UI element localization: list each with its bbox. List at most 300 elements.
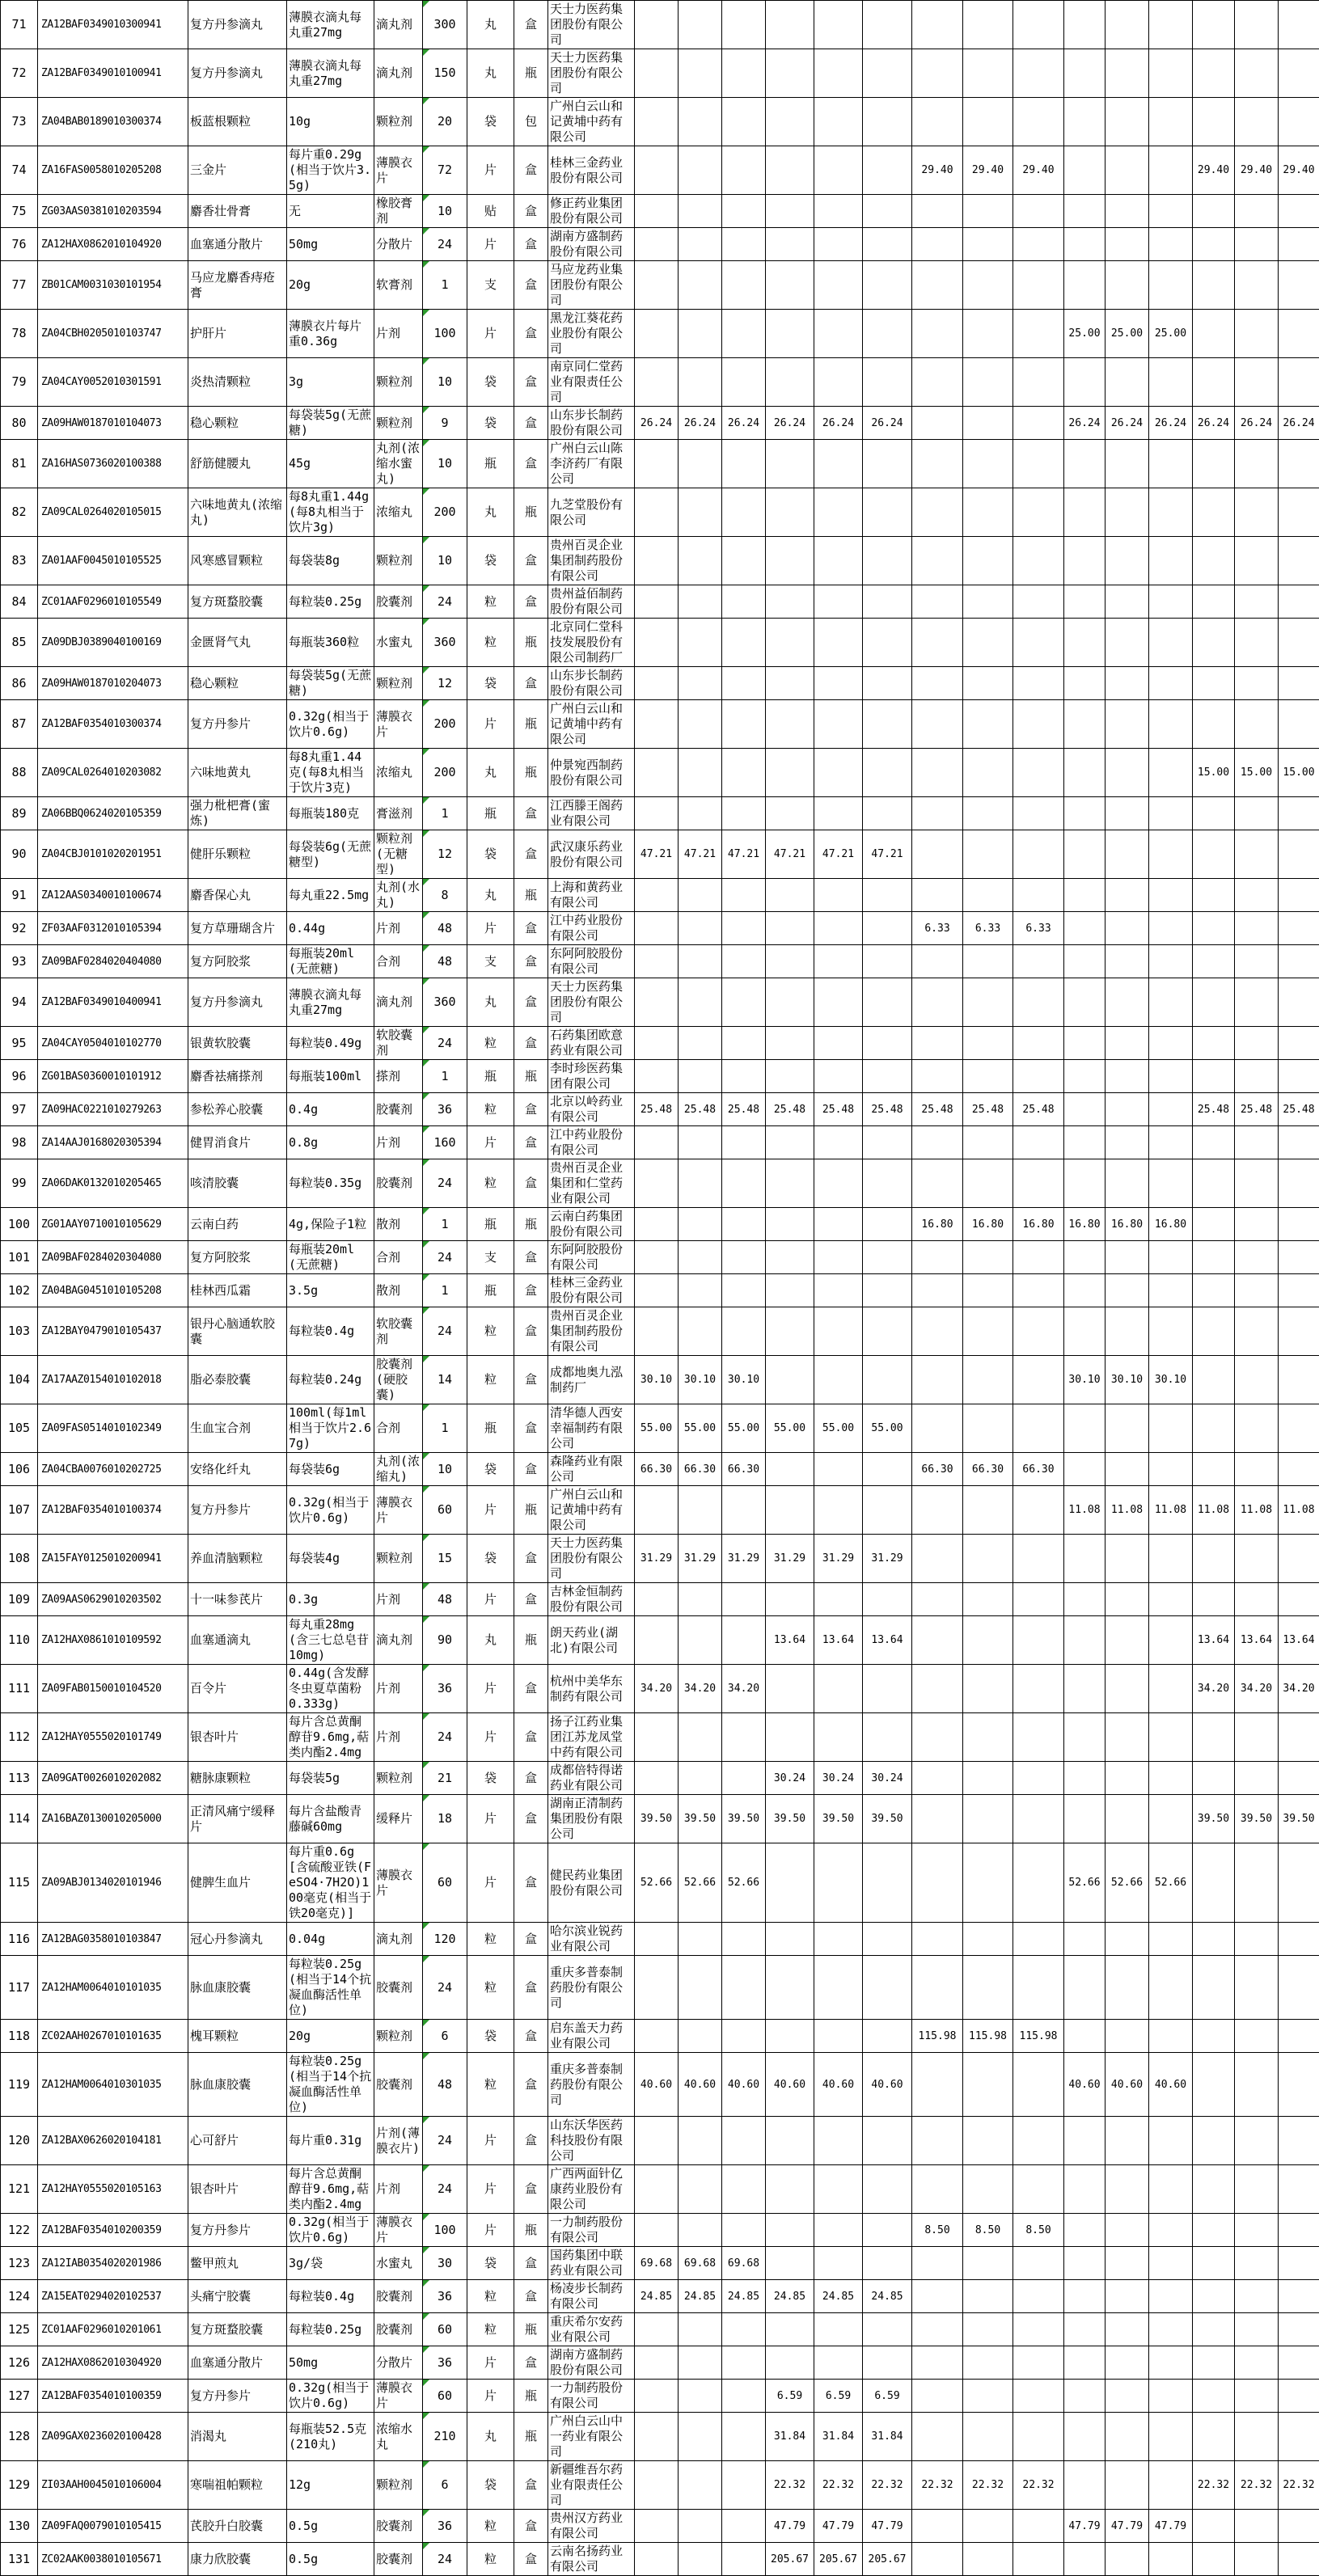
cell-price-4[interactable] — [766, 2165, 814, 2214]
cell-dosage-form[interactable]: 胶囊剂 — [374, 585, 423, 619]
cell-price-5[interactable] — [814, 1356, 863, 1404]
cell-unit[interactable]: 丸 — [467, 879, 514, 912]
cell-price-13[interactable] — [1193, 2020, 1235, 2053]
cell-price-13[interactable]: 34.20 — [1193, 1665, 1235, 1713]
cell-price-9[interactable] — [1013, 1762, 1064, 1795]
cell-unit[interactable]: 袋 — [467, 667, 514, 700]
cell-price-7[interactable] — [912, 488, 963, 537]
cell-row-no[interactable]: 112 — [1, 1713, 38, 1762]
cell-price-13[interactable]: 13.64 — [1193, 1616, 1235, 1665]
cell-product-name[interactable]: 血塞通分散片 — [188, 2346, 287, 2380]
cell-product-name[interactable]: 强力枇杷膏(蜜炼) — [188, 797, 287, 830]
cell-quantity[interactable]: 8 — [423, 879, 467, 912]
cell-row-no[interactable]: 86 — [1, 667, 38, 700]
cell-price-8[interactable] — [963, 1843, 1013, 1923]
cell-dosage-form[interactable]: 胶囊剂 — [374, 1956, 423, 2020]
cell-price-5[interactable] — [814, 1208, 863, 1241]
cell-price-14[interactable] — [1235, 945, 1279, 978]
cell-price-1[interactable] — [635, 228, 679, 261]
cell-price-5[interactable] — [814, 749, 863, 797]
cell-price-15[interactable] — [1279, 2543, 1319, 2576]
cell-package[interactable]: 盒 — [514, 537, 548, 585]
cell-price-9[interactable] — [1013, 1159, 1064, 1208]
cell-spec[interactable]: 0.3g — [287, 1583, 374, 1616]
cell-price-15[interactable] — [1279, 945, 1319, 978]
cell-price-9[interactable] — [1013, 1665, 1064, 1713]
cell-manufacturer[interactable]: 桂林三金药业股份有限公司 — [548, 1274, 635, 1307]
cell-product-name[interactable]: 消渴丸 — [188, 2413, 287, 2461]
cell-price-7[interactable] — [912, 537, 963, 585]
cell-price-10[interactable] — [1064, 2165, 1106, 2214]
cell-package[interactable]: 瓶 — [514, 1208, 548, 1241]
cell-row-no[interactable]: 101 — [1, 1241, 38, 1274]
cell-dosage-form[interactable]: 滴丸剂 — [374, 1, 423, 49]
cell-price-14[interactable] — [1235, 1126, 1279, 1159]
cell-price-8[interactable]: 29.40 — [963, 146, 1013, 195]
cell-price-9[interactable] — [1013, 978, 1064, 1027]
cell-price-12[interactable] — [1149, 1126, 1193, 1159]
cell-price-9[interactable] — [1013, 1274, 1064, 1307]
cell-price-9[interactable] — [1013, 1126, 1064, 1159]
cell-price-13[interactable] — [1193, 879, 1235, 912]
cell-unit[interactable]: 片 — [467, 228, 514, 261]
cell-price-6[interactable] — [863, 1274, 912, 1307]
cell-price-13[interactable] — [1193, 49, 1235, 98]
cell-price-10[interactable] — [1064, 261, 1106, 310]
cell-price-5[interactable]: 24.85 — [814, 2280, 863, 2313]
cell-price-14[interactable] — [1235, 912, 1279, 945]
cell-price-10[interactable] — [1064, 1126, 1106, 1159]
cell-price-2[interactable] — [679, 2380, 722, 2413]
cell-unit[interactable]: 袋 — [467, 537, 514, 585]
cell-price-8[interactable] — [963, 1126, 1013, 1159]
cell-price-10[interactable] — [1064, 2247, 1106, 2280]
cell-row-no[interactable]: 72 — [1, 49, 38, 98]
cell-unit[interactable]: 片 — [467, 310, 514, 358]
cell-price-6[interactable]: 39.50 — [863, 1795, 912, 1843]
cell-product-name[interactable]: 咳清胶囊 — [188, 1159, 287, 1208]
cell-row-no[interactable]: 81 — [1, 440, 38, 488]
cell-manufacturer[interactable]: 李时珍医药集团有限公司 — [548, 1060, 635, 1093]
cell-row-no[interactable]: 82 — [1, 488, 38, 537]
cell-price-5[interactable]: 6.59 — [814, 2380, 863, 2413]
cell-price-4[interactable]: 55.00 — [766, 1404, 814, 1453]
cell-package[interactable]: 盒 — [514, 2117, 548, 2165]
cell-price-9[interactable] — [1013, 2165, 1064, 2214]
cell-manufacturer[interactable]: 重庆多普泰制药股份有限公司 — [548, 1956, 635, 2020]
cell-price-1[interactable] — [635, 585, 679, 619]
cell-spec[interactable]: 0.32g(相当于饮片0.6g) — [287, 2380, 374, 2413]
cell-price-2[interactable] — [679, 585, 722, 619]
cell-spec[interactable]: 3g/袋 — [287, 2247, 374, 2280]
cell-price-3[interactable] — [722, 619, 766, 667]
cell-product-name[interactable]: 芪胶升白胶囊 — [188, 2510, 287, 2543]
cell-price-3[interactable] — [722, 1126, 766, 1159]
cell-price-5[interactable] — [814, 1713, 863, 1762]
cell-price-5[interactable] — [814, 310, 863, 358]
cell-price-9[interactable] — [1013, 2543, 1064, 2576]
cell-manufacturer[interactable]: 江中药业股份有限公司 — [548, 912, 635, 945]
cell-price-1[interactable]: 31.29 — [635, 1535, 679, 1583]
cell-price-1[interactable] — [635, 1274, 679, 1307]
cell-price-11[interactable] — [1106, 1583, 1149, 1616]
cell-spec[interactable]: 每粒装0.24g — [287, 1356, 374, 1404]
cell-price-14[interactable] — [1235, 2413, 1279, 2461]
cell-row-no[interactable]: 120 — [1, 2117, 38, 2165]
cell-price-12[interactable] — [1149, 2280, 1193, 2313]
cell-price-5[interactable] — [814, 261, 863, 310]
cell-price-15[interactable] — [1279, 1535, 1319, 1583]
cell-spec[interactable]: 3g — [287, 358, 374, 407]
cell-price-3[interactable] — [722, 1923, 766, 1956]
cell-package[interactable]: 瓶 — [514, 2380, 548, 2413]
cell-product-name[interactable]: 银黄软胶囊 — [188, 1027, 287, 1060]
cell-price-12[interactable] — [1149, 1616, 1193, 1665]
cell-price-7[interactable] — [912, 1535, 963, 1583]
cell-package[interactable]: 盒 — [514, 1404, 548, 1453]
cell-price-5[interactable]: 39.50 — [814, 1795, 863, 1843]
cell-quantity[interactable]: 48 — [423, 1583, 467, 1616]
cell-quantity[interactable]: 48 — [423, 912, 467, 945]
cell-price-15[interactable] — [1279, 49, 1319, 98]
cell-price-5[interactable]: 47.21 — [814, 830, 863, 879]
cell-price-13[interactable] — [1193, 195, 1235, 228]
cell-quantity[interactable]: 120 — [423, 1923, 467, 1956]
cell-row-no[interactable]: 89 — [1, 797, 38, 830]
cell-product-name[interactable]: 脉血康胶囊 — [188, 1956, 287, 2020]
cell-price-9[interactable] — [1013, 261, 1064, 310]
cell-row-no[interactable]: 87 — [1, 700, 38, 749]
cell-price-1[interactable] — [635, 195, 679, 228]
cell-price-4[interactable] — [766, 1956, 814, 2020]
cell-price-3[interactable] — [722, 1274, 766, 1307]
cell-spec[interactable]: 0.5g — [287, 2510, 374, 2543]
cell-price-11[interactable] — [1106, 1060, 1149, 1093]
cell-price-4[interactable] — [766, 98, 814, 146]
cell-price-8[interactable] — [963, 1616, 1013, 1665]
cell-price-7[interactable] — [912, 1159, 963, 1208]
cell-price-6[interactable] — [863, 1713, 912, 1762]
cell-product-name[interactable]: 复方丹参滴丸 — [188, 49, 287, 98]
cell-price-11[interactable] — [1106, 2020, 1149, 2053]
cell-price-1[interactable] — [635, 1, 679, 49]
cell-price-13[interactable] — [1193, 2117, 1235, 2165]
cell-price-5[interactable]: 40.60 — [814, 2053, 863, 2117]
cell-product-name[interactable]: 健胃消食片 — [188, 1126, 287, 1159]
cell-price-12[interactable]: 40.60 — [1149, 2053, 1193, 2117]
cell-price-8[interactable] — [963, 749, 1013, 797]
cell-price-1[interactable] — [635, 1027, 679, 1060]
cell-price-3[interactable] — [722, 261, 766, 310]
cell-manufacturer[interactable]: 修正药业集团股份有限公司 — [548, 195, 635, 228]
cell-quantity[interactable]: 24 — [423, 1159, 467, 1208]
cell-price-3[interactable] — [722, 440, 766, 488]
cell-package[interactable]: 瓶 — [514, 749, 548, 797]
cell-quantity[interactable]: 24 — [423, 1027, 467, 1060]
cell-price-8[interactable] — [963, 830, 1013, 879]
cell-price-12[interactable] — [1149, 1713, 1193, 1762]
cell-price-3[interactable]: 39.50 — [722, 1795, 766, 1843]
cell-row-no[interactable]: 98 — [1, 1126, 38, 1159]
cell-price-1[interactable] — [635, 1762, 679, 1795]
cell-price-8[interactable] — [963, 1060, 1013, 1093]
cell-price-2[interactable] — [679, 1762, 722, 1795]
cell-product-name[interactable]: 寒喘祖帕颗粒 — [188, 2461, 287, 2510]
cell-dosage-form[interactable]: 软膏剂 — [374, 261, 423, 310]
cell-price-9[interactable] — [1013, 2117, 1064, 2165]
cell-price-9[interactable] — [1013, 1535, 1064, 1583]
cell-price-9[interactable] — [1013, 310, 1064, 358]
cell-price-2[interactable] — [679, 2461, 722, 2510]
cell-price-13[interactable] — [1193, 358, 1235, 407]
cell-price-1[interactable]: 26.24 — [635, 407, 679, 440]
cell-dosage-form[interactable]: 薄膜衣片 — [374, 2214, 423, 2247]
cell-quantity[interactable]: 10 — [423, 537, 467, 585]
cell-package[interactable]: 盒 — [514, 407, 548, 440]
cell-price-3[interactable]: 30.10 — [722, 1356, 766, 1404]
cell-spec[interactable]: 0.32g(相当于饮片0.6g) — [287, 2214, 374, 2247]
cell-unit[interactable]: 瓶 — [467, 1404, 514, 1453]
cell-price-12[interactable] — [1149, 537, 1193, 585]
cell-price-1[interactable]: 34.20 — [635, 1665, 679, 1713]
cell-price-13[interactable]: 29.40 — [1193, 146, 1235, 195]
cell-price-7[interactable] — [912, 195, 963, 228]
cell-price-4[interactable] — [766, 2117, 814, 2165]
cell-price-12[interactable] — [1149, 1, 1193, 49]
cell-price-9[interactable] — [1013, 195, 1064, 228]
cell-price-9[interactable] — [1013, 879, 1064, 912]
cell-price-5[interactable] — [814, 585, 863, 619]
cell-price-2[interactable]: 55.00 — [679, 1404, 722, 1453]
cell-price-13[interactable] — [1193, 98, 1235, 146]
cell-product-code[interactable]: ZG01BAS0360010101912 — [38, 1060, 188, 1093]
cell-price-9[interactable] — [1013, 1307, 1064, 1356]
cell-package[interactable]: 盒 — [514, 146, 548, 195]
cell-package[interactable]: 盒 — [514, 1956, 548, 2020]
cell-price-10[interactable] — [1064, 2380, 1106, 2413]
cell-product-name[interactable]: 复方丹参滴丸 — [188, 978, 287, 1027]
cell-price-5[interactable] — [814, 1274, 863, 1307]
cell-product-name[interactable]: 血塞通分散片 — [188, 228, 287, 261]
cell-package[interactable]: 盒 — [514, 1093, 548, 1126]
cell-price-15[interactable] — [1279, 2380, 1319, 2413]
cell-price-9[interactable] — [1013, 1843, 1064, 1923]
cell-price-8[interactable] — [963, 98, 1013, 146]
cell-product-code[interactable]: ZA12HAM0064010301035 — [38, 2053, 188, 2117]
cell-price-4[interactable] — [766, 1241, 814, 1274]
cell-product-code[interactable]: ZA12BAY0479010105437 — [38, 1307, 188, 1356]
cell-row-no[interactable]: 102 — [1, 1274, 38, 1307]
cell-price-3[interactable] — [722, 195, 766, 228]
cell-product-code[interactable]: ZA04CAY0504010102770 — [38, 1027, 188, 1060]
cell-quantity[interactable]: 160 — [423, 1126, 467, 1159]
cell-manufacturer[interactable]: 森隆药业有限公司 — [548, 1453, 635, 1486]
cell-price-13[interactable] — [1193, 1307, 1235, 1356]
cell-price-5[interactable] — [814, 945, 863, 978]
cell-price-11[interactable] — [1106, 488, 1149, 537]
cell-spec[interactable]: 12g — [287, 2461, 374, 2510]
cell-price-4[interactable]: 13.64 — [766, 1616, 814, 1665]
cell-quantity[interactable]: 6 — [423, 2020, 467, 2053]
cell-price-1[interactable] — [635, 1923, 679, 1956]
cell-price-4[interactable] — [766, 310, 814, 358]
cell-price-5[interactable]: 26.24 — [814, 407, 863, 440]
cell-dosage-form[interactable]: 颗粒剂 — [374, 407, 423, 440]
cell-price-3[interactable]: 25.48 — [722, 1093, 766, 1126]
cell-price-7[interactable] — [912, 749, 963, 797]
cell-package[interactable]: 盒 — [514, 978, 548, 1027]
cell-price-11[interactable] — [1106, 2280, 1149, 2313]
cell-price-14[interactable] — [1235, 1583, 1279, 1616]
cell-price-6[interactable] — [863, 1486, 912, 1535]
cell-price-11[interactable] — [1106, 2247, 1149, 2280]
cell-price-5[interactable] — [814, 1583, 863, 1616]
cell-quantity[interactable]: 14 — [423, 1356, 467, 1404]
cell-price-13[interactable] — [1193, 1843, 1235, 1923]
cell-price-15[interactable]: 22.32 — [1279, 2461, 1319, 2510]
cell-price-9[interactable] — [1013, 488, 1064, 537]
cell-product-name[interactable]: 复方丹参片 — [188, 1486, 287, 1535]
cell-product-name[interactable]: 脉血康胶囊 — [188, 2053, 287, 2117]
cell-price-7[interactable] — [912, 1923, 963, 1956]
cell-package[interactable]: 盒 — [514, 667, 548, 700]
cell-price-8[interactable]: 115.98 — [963, 2020, 1013, 2053]
cell-product-code[interactable]: ZC02AAK0038010105671 — [38, 2543, 188, 2576]
cell-price-3[interactable] — [722, 978, 766, 1027]
cell-price-14[interactable] — [1235, 1453, 1279, 1486]
cell-price-15[interactable] — [1279, 879, 1319, 912]
cell-package[interactable]: 盒 — [514, 1583, 548, 1616]
cell-price-8[interactable] — [963, 2247, 1013, 2280]
cell-price-7[interactable]: 25.48 — [912, 1093, 963, 1126]
cell-row-no[interactable]: 80 — [1, 407, 38, 440]
cell-price-5[interactable] — [814, 1027, 863, 1060]
cell-price-1[interactable] — [635, 537, 679, 585]
cell-package[interactable]: 盒 — [514, 440, 548, 488]
cell-price-5[interactable] — [814, 1159, 863, 1208]
cell-price-8[interactable] — [963, 1241, 1013, 1274]
cell-price-1[interactable]: 40.60 — [635, 2053, 679, 2117]
cell-price-12[interactable] — [1149, 978, 1193, 1027]
cell-price-12[interactable] — [1149, 797, 1193, 830]
cell-price-1[interactable] — [635, 667, 679, 700]
cell-row-no[interactable]: 97 — [1, 1093, 38, 1126]
cell-price-8[interactable] — [963, 1956, 1013, 2020]
cell-price-11[interactable]: 16.80 — [1106, 1208, 1149, 1241]
cell-price-4[interactable] — [766, 667, 814, 700]
cell-price-8[interactable] — [963, 2380, 1013, 2413]
cell-price-14[interactable] — [1235, 667, 1279, 700]
cell-price-11[interactable] — [1106, 912, 1149, 945]
cell-price-8[interactable] — [963, 879, 1013, 912]
cell-price-2[interactable]: 26.24 — [679, 407, 722, 440]
cell-price-2[interactable] — [679, 978, 722, 1027]
cell-product-name[interactable]: 参松养心胶囊 — [188, 1093, 287, 1126]
cell-price-14[interactable]: 29.40 — [1235, 146, 1279, 195]
cell-product-code[interactable]: ZA04CBA0076010202725 — [38, 1453, 188, 1486]
cell-price-13[interactable] — [1193, 1274, 1235, 1307]
cell-price-3[interactable] — [722, 228, 766, 261]
cell-price-8[interactable] — [963, 667, 1013, 700]
cell-price-7[interactable] — [912, 407, 963, 440]
cell-product-code[interactable]: ZA12HAY0555020105163 — [38, 2165, 188, 2214]
cell-price-5[interactable] — [814, 2117, 863, 2165]
cell-price-14[interactable] — [1235, 228, 1279, 261]
cell-price-7[interactable] — [912, 261, 963, 310]
cell-product-code[interactable]: ZA12BAG0358010103847 — [38, 1923, 188, 1956]
cell-price-8[interactable] — [963, 2413, 1013, 2461]
cell-price-5[interactable]: 31.29 — [814, 1535, 863, 1583]
cell-price-2[interactable] — [679, 1956, 722, 2020]
cell-price-11[interactable] — [1106, 1, 1149, 49]
cell-price-10[interactable] — [1064, 667, 1106, 700]
cell-price-2[interactable] — [679, 488, 722, 537]
cell-price-8[interactable] — [963, 1486, 1013, 1535]
cell-price-11[interactable] — [1106, 1453, 1149, 1486]
cell-price-13[interactable] — [1193, 1027, 1235, 1060]
cell-product-name[interactable]: 复方斑蝥胶囊 — [188, 585, 287, 619]
cell-manufacturer[interactable]: 贵州益佰制药股份有限公司 — [548, 585, 635, 619]
cell-spec[interactable]: 每粒装0.25g(相当于14个抗凝血酶活性单位) — [287, 2053, 374, 2117]
cell-price-12[interactable]: 11.08 — [1149, 1486, 1193, 1535]
cell-price-6[interactable] — [863, 2117, 912, 2165]
cell-product-code[interactable]: ZA16BAZ0130010205000 — [38, 1795, 188, 1843]
cell-manufacturer[interactable]: 成都地奥九泓制药厂 — [548, 1356, 635, 1404]
cell-price-9[interactable] — [1013, 1060, 1064, 1093]
cell-manufacturer[interactable]: 贵州汉方药业有限公司 — [548, 2510, 635, 2543]
cell-product-code[interactable]: ZA04BAB0189010300374 — [38, 98, 188, 146]
cell-price-10[interactable] — [1064, 1274, 1106, 1307]
cell-price-10[interactable] — [1064, 1241, 1106, 1274]
cell-price-7[interactable] — [912, 879, 963, 912]
cell-price-11[interactable] — [1106, 2214, 1149, 2247]
cell-price-6[interactable] — [863, 797, 912, 830]
cell-row-no[interactable]: 115 — [1, 1843, 38, 1923]
cell-manufacturer[interactable]: 天士力医药集团股份有限公司 — [548, 978, 635, 1027]
cell-quantity[interactable]: 24 — [423, 2165, 467, 2214]
cell-price-6[interactable] — [863, 1843, 912, 1923]
cell-price-11[interactable] — [1106, 619, 1149, 667]
cell-price-4[interactable] — [766, 1, 814, 49]
cell-product-name[interactable]: 复方阿胶浆 — [188, 1241, 287, 1274]
cell-unit[interactable]: 袋 — [467, 1535, 514, 1583]
cell-quantity[interactable]: 20 — [423, 98, 467, 146]
cell-price-1[interactable] — [635, 98, 679, 146]
cell-price-14[interactable] — [1235, 619, 1279, 667]
cell-price-5[interactable] — [814, 228, 863, 261]
cell-product-name[interactable]: 复方丹参片 — [188, 2214, 287, 2247]
cell-quantity[interactable]: 24 — [423, 1956, 467, 2020]
cell-price-6[interactable] — [863, 49, 912, 98]
cell-price-14[interactable] — [1235, 797, 1279, 830]
cell-row-no[interactable]: 118 — [1, 2020, 38, 2053]
cell-price-2[interactable] — [679, 1713, 722, 1762]
cell-dosage-form[interactable]: 浓缩丸 — [374, 488, 423, 537]
cell-price-11[interactable] — [1106, 1093, 1149, 1126]
cell-unit[interactable]: 袋 — [467, 358, 514, 407]
cell-manufacturer[interactable]: 黑龙江葵花药业股份有限公司 — [548, 310, 635, 358]
cell-price-6[interactable] — [863, 1356, 912, 1404]
cell-quantity[interactable]: 60 — [423, 2380, 467, 2413]
cell-price-7[interactable] — [912, 1307, 963, 1356]
cell-price-5[interactable] — [814, 488, 863, 537]
cell-price-6[interactable] — [863, 1159, 912, 1208]
cell-dosage-form[interactable]: 胶囊剂 — [374, 2510, 423, 2543]
cell-price-9[interactable] — [1013, 358, 1064, 407]
cell-price-3[interactable]: 66.30 — [722, 1453, 766, 1486]
cell-unit[interactable]: 片 — [467, 1583, 514, 1616]
cell-unit[interactable]: 粒 — [467, 1027, 514, 1060]
